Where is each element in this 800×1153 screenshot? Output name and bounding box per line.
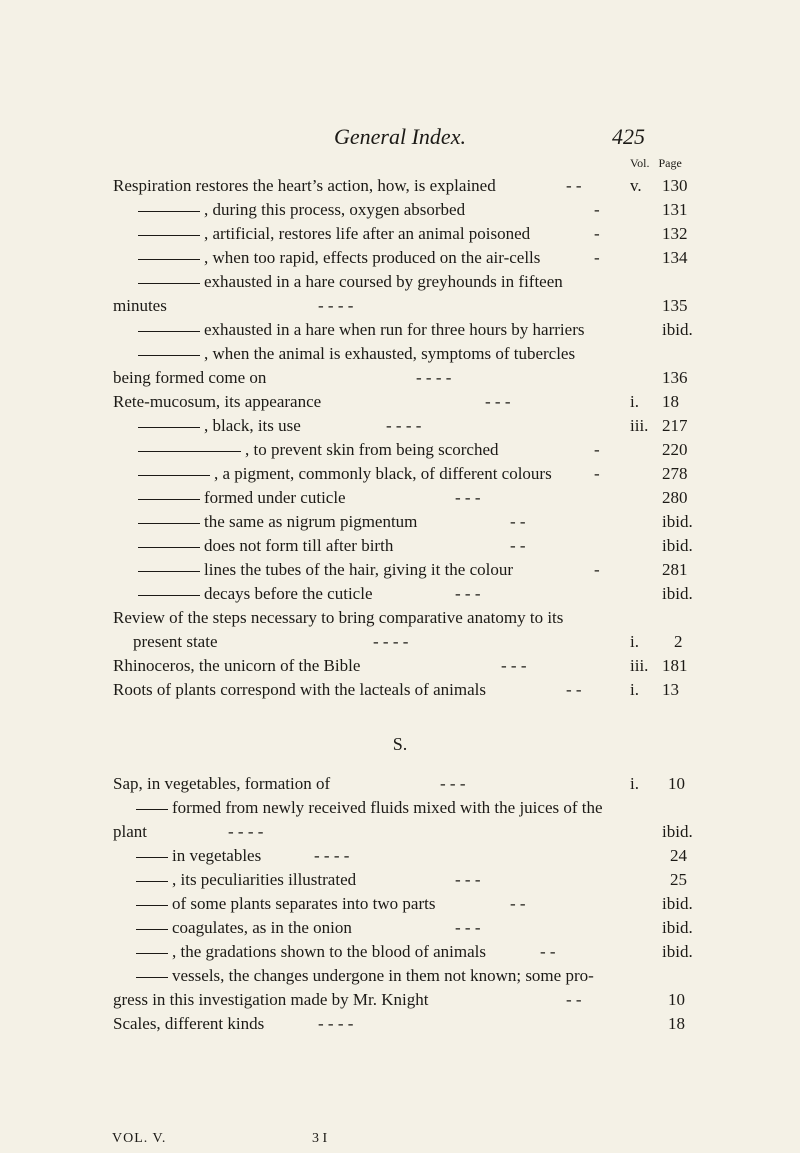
page-column-label: Page — [658, 156, 682, 170]
entry-page: ibid. — [662, 822, 693, 841]
entry-text: , when too rapid, effects produced on the air-cells — [204, 248, 541, 267]
running-title: General Index. — [334, 124, 466, 149]
index-entry — [0, 510, 800, 534]
entry-leaders: - — [594, 440, 600, 459]
entry-text: exhausted in a hare when run for three hours by harriers — [204, 320, 585, 339]
index-entry — [0, 534, 800, 558]
entry-text: lines the tubes of the hair, giving it the colour — [204, 560, 514, 579]
entry-page: ibid. — [662, 320, 693, 339]
index-entry — [0, 558, 800, 582]
entry-volume: v. — [630, 176, 642, 195]
index-entry — [0, 772, 800, 796]
ditto-rule — [138, 499, 200, 500]
entry-text: Sap, in vegetables, formation of — [113, 774, 331, 793]
entry-leaders: - - - - — [228, 822, 264, 841]
entry-text: Roots of plants correspond with the lacteals of animals — [113, 680, 486, 699]
ditto-rule — [138, 571, 200, 572]
index-entry — [0, 486, 800, 510]
entry-page: 10 — [668, 774, 685, 793]
ditto-rule — [138, 523, 200, 524]
entry-text: , its peculiarities illustrated — [172, 870, 357, 889]
index-entry — [0, 916, 800, 940]
index-entry — [0, 988, 800, 1012]
entry-text: Scales, different kinds — [113, 1014, 265, 1033]
ditto-rule — [136, 905, 168, 906]
ditto-rule — [138, 475, 210, 476]
entry-text: Rhinoceros, the unicorn of the Bible — [113, 656, 361, 675]
entry-text: Respiration restores the heart’s action, how, is explained — [113, 176, 496, 195]
index-entry — [0, 796, 800, 820]
signature-sheet: 3 I — [312, 1131, 328, 1146]
section-letter: S. — [392, 734, 408, 754]
entry-page: 18 — [662, 392, 679, 411]
entry-page: 280 — [662, 488, 688, 507]
entry-leaders: - - — [510, 512, 526, 531]
entry-leaders: - — [594, 248, 600, 267]
ditto-rule — [136, 857, 168, 858]
entry-page: 2 — [674, 632, 683, 651]
ditto-rule — [136, 809, 168, 810]
index-entry — [0, 654, 800, 678]
index-entry — [0, 630, 800, 654]
entry-page: 25 — [670, 870, 687, 889]
entry-text: Rete-mucosum, its appearance — [113, 392, 322, 411]
entry-leaders: - - - - — [318, 1014, 354, 1033]
entry-leaders: - — [594, 224, 600, 243]
entry-leaders: - - — [540, 942, 556, 961]
index-entry — [0, 606, 800, 630]
index-entry — [0, 964, 800, 988]
entry-page: 278 — [662, 464, 688, 483]
ditto-rule — [136, 881, 168, 882]
ditto-rule — [136, 953, 168, 954]
index-entry — [0, 390, 800, 414]
entry-text: gress in this investigation made by Mr. Knight — [113, 990, 429, 1009]
vol-column-label: Vol. — [630, 156, 650, 170]
index-entry — [0, 222, 800, 246]
index-entry — [0, 342, 800, 366]
entry-text: , to prevent skin from being scorched — [245, 440, 499, 459]
index-entry — [0, 1012, 800, 1036]
entry-page: 24 — [670, 846, 687, 865]
index-entry — [0, 678, 800, 702]
entry-page: 217 — [662, 416, 688, 435]
index-entry — [0, 294, 800, 318]
entry-text: , during this process, oxygen absorbed — [204, 200, 466, 219]
ditto-rule — [136, 977, 168, 978]
entry-leaders: - - - - — [314, 846, 350, 865]
entry-text: vessels, the changes undergone in them not known; some pro- — [172, 966, 594, 985]
entry-leaders: - - - - — [416, 368, 452, 387]
entry-page: 13 — [662, 680, 679, 699]
signature-volume: VOL. V. — [112, 1131, 167, 1146]
entry-text: , when the animal is exhausted, symptoms of tubercles — [204, 344, 576, 363]
entry-volume: i. — [630, 774, 639, 793]
entry-volume: iii. — [630, 656, 649, 675]
entry-text: formed from newly received fluids mixed with the juices of the — [172, 798, 603, 817]
index-entry — [0, 414, 800, 438]
entry-text: exhausted in a hare coursed by greyhounds in fifteen — [204, 272, 563, 291]
entry-leaders: - - - — [455, 918, 481, 937]
entry-page: ibid. — [662, 512, 693, 531]
entry-text: the same as nigrum pigmentum — [204, 512, 418, 531]
entry-page: ibid. — [662, 536, 693, 555]
entry-text: , artificial, restores life after an animal poisoned — [204, 224, 531, 243]
entry-page: 135 — [662, 296, 688, 315]
entry-leaders: - - - — [501, 656, 527, 675]
entry-leaders: - — [594, 560, 600, 579]
entry-page: ibid. — [662, 894, 693, 913]
entry-page: ibid. — [662, 918, 693, 937]
entry-leaders: - - — [510, 894, 526, 913]
page-number: 425 — [612, 124, 645, 149]
entry-text: , black, its use — [204, 416, 301, 435]
entry-text: plant — [113, 822, 147, 841]
entry-page: 136 — [662, 368, 688, 387]
ditto-rule — [136, 929, 168, 930]
entry-leaders: - - - - — [386, 416, 422, 435]
ditto-rule — [138, 547, 200, 548]
entry-leaders: - - - — [455, 870, 481, 889]
entry-text: present state — [133, 632, 218, 651]
column-header — [630, 156, 682, 171]
entry-leaders: - - - — [455, 488, 481, 507]
entry-text: , a pigment, commonly black, of different colours — [214, 464, 552, 483]
ditto-rule — [138, 211, 200, 212]
entry-text: , the gradations shown to the blood of animals — [172, 942, 486, 961]
index-entry — [0, 892, 800, 916]
entry-leaders: - - - — [440, 774, 466, 793]
entry-leaders: - - - - — [373, 632, 409, 651]
entry-leaders: - - — [566, 176, 582, 195]
entry-page: 134 — [662, 248, 688, 267]
ditto-rule — [138, 451, 241, 452]
entry-text: formed under cuticle — [204, 488, 346, 507]
entry-volume: i. — [630, 392, 639, 411]
entry-page: 130 — [662, 176, 688, 195]
entry-leaders: - - - — [485, 392, 511, 411]
entry-page: 132 — [662, 224, 688, 243]
entry-text: decays before the cuticle — [204, 584, 373, 603]
index-entry — [0, 270, 800, 294]
index-entry — [0, 174, 800, 198]
index-entry — [0, 582, 800, 606]
entry-text: being formed come on — [113, 368, 267, 387]
entry-text: minutes — [113, 296, 167, 315]
entry-leaders: - — [594, 200, 600, 219]
entry-page: 10 — [668, 990, 685, 1009]
ditto-rule — [138, 595, 200, 596]
entry-leaders: - - — [566, 680, 582, 699]
entry-leaders: - - — [510, 536, 526, 555]
index-entry — [0, 198, 800, 222]
entry-leaders: - - - - — [318, 296, 354, 315]
entry-page: 18 — [668, 1014, 685, 1033]
entry-text: does not form till after birth — [204, 536, 394, 555]
index-entry — [0, 246, 800, 270]
entry-volume: i. — [630, 632, 639, 651]
entry-text: coagulates, as in the onion — [172, 918, 352, 937]
entry-leaders: - - - — [455, 584, 481, 603]
ditto-rule — [138, 259, 200, 260]
index-entry — [0, 868, 800, 892]
ditto-rule — [138, 283, 200, 284]
ditto-rule — [138, 427, 200, 428]
index-entry — [0, 366, 800, 390]
entry-leaders: - - — [566, 990, 582, 1009]
index-entry — [0, 462, 800, 486]
index-entry — [0, 318, 800, 342]
entry-page: ibid. — [662, 584, 693, 603]
entry-page: ibid. — [662, 942, 693, 961]
entry-leaders: - — [594, 464, 600, 483]
entry-page: 181 — [662, 656, 688, 675]
entry-text: Review of the steps necessary to bring comparative anatomy to its — [113, 608, 564, 627]
ditto-rule — [138, 235, 200, 236]
index-entry — [0, 438, 800, 462]
ditto-rule — [138, 355, 200, 356]
index-entry — [0, 820, 800, 844]
entry-page: 281 — [662, 560, 688, 579]
index-entry — [0, 844, 800, 868]
entry-text: of some plants separates into two parts — [172, 894, 436, 913]
index-entry — [0, 940, 800, 964]
entry-volume: iii. — [630, 416, 649, 435]
entry-page: 131 — [662, 200, 688, 219]
ditto-rule — [138, 331, 200, 332]
entry-volume: i. — [630, 680, 639, 699]
entry-page: 220 — [662, 440, 688, 459]
entry-text: in vegetables — [172, 846, 262, 865]
